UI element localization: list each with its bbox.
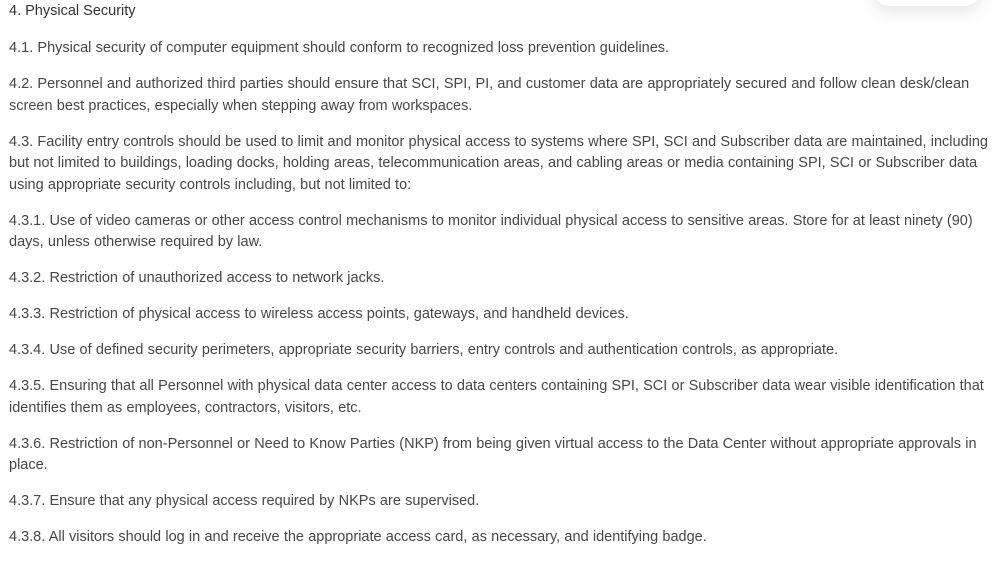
section-heading: 4. Physical Security bbox=[9, 3, 136, 19]
paragraph-4-2: 4.2. Personnel and authorized third parties should ensure that SCI, SPI, PI, and customer data are appropriately secured and follow clean desk/clean screen best practices, especially when stepping away from workspaces. bbox=[9, 76, 970, 114]
paragraph-4-3-4: 4.3.4. Use of defined security perimeters, appropriate security barriers, entry controls and authentication controls, as appropriate. bbox=[9, 342, 839, 358]
paragraph-4-3-2: 4.3.2. Restriction of unauthorized access to network jacks. bbox=[9, 270, 385, 286]
paragraph-4-3-8: 4.3.8. All visitors should log in and receive the appropriate access card, as necessary, and identifying badge. bbox=[9, 529, 707, 545]
document-content bbox=[9, 2, 999, 563]
paragraph-4-3: 4.3. Facility entry controls should be used to limit and monitor physical access to systems where SPI, SCI and Subscriber data are maintained, including but not limited to buildings, loading docks, holding areas, telecommunication areas, and cabling areas or media containing SPI, SCI or Subscriber data using appropriate security controls including, but not limited to: bbox=[9, 133, 988, 193]
paragraph-4-3-7: 4.3.7. Ensure that any physical access required by NKPs are supervised. bbox=[9, 493, 480, 509]
paragraph-4-3-1: 4.3.1. Use of video cameras or other access control mechanisms to monitor individual physical access to sensitive areas. Store for at least ninety (90) days, unless otherwise required by law. bbox=[9, 212, 973, 250]
paragraph-4-3-5: 4.3.5. Ensuring that all Personnel with physical data center access to data centers containing SPI, SCI or Subscriber data wear visible identification that identifies them as employees, contractors, visitors, etc. bbox=[9, 378, 984, 416]
paragraph-4-3-6: 4.3.6. Restriction of non-Personnel or Need to Know Parties (NKP) from being given virtual access to the Data Center without appropriate approvals in place. bbox=[9, 435, 977, 473]
paragraph-4-1: 4.1. Physical security of computer equipment should conform to recognized loss prevention guidelines. bbox=[9, 40, 670, 56]
paragraph-4-3-3: 4.3.3. Restriction of physical access to wireless access points, gateways, and handheld devices. bbox=[9, 306, 629, 322]
